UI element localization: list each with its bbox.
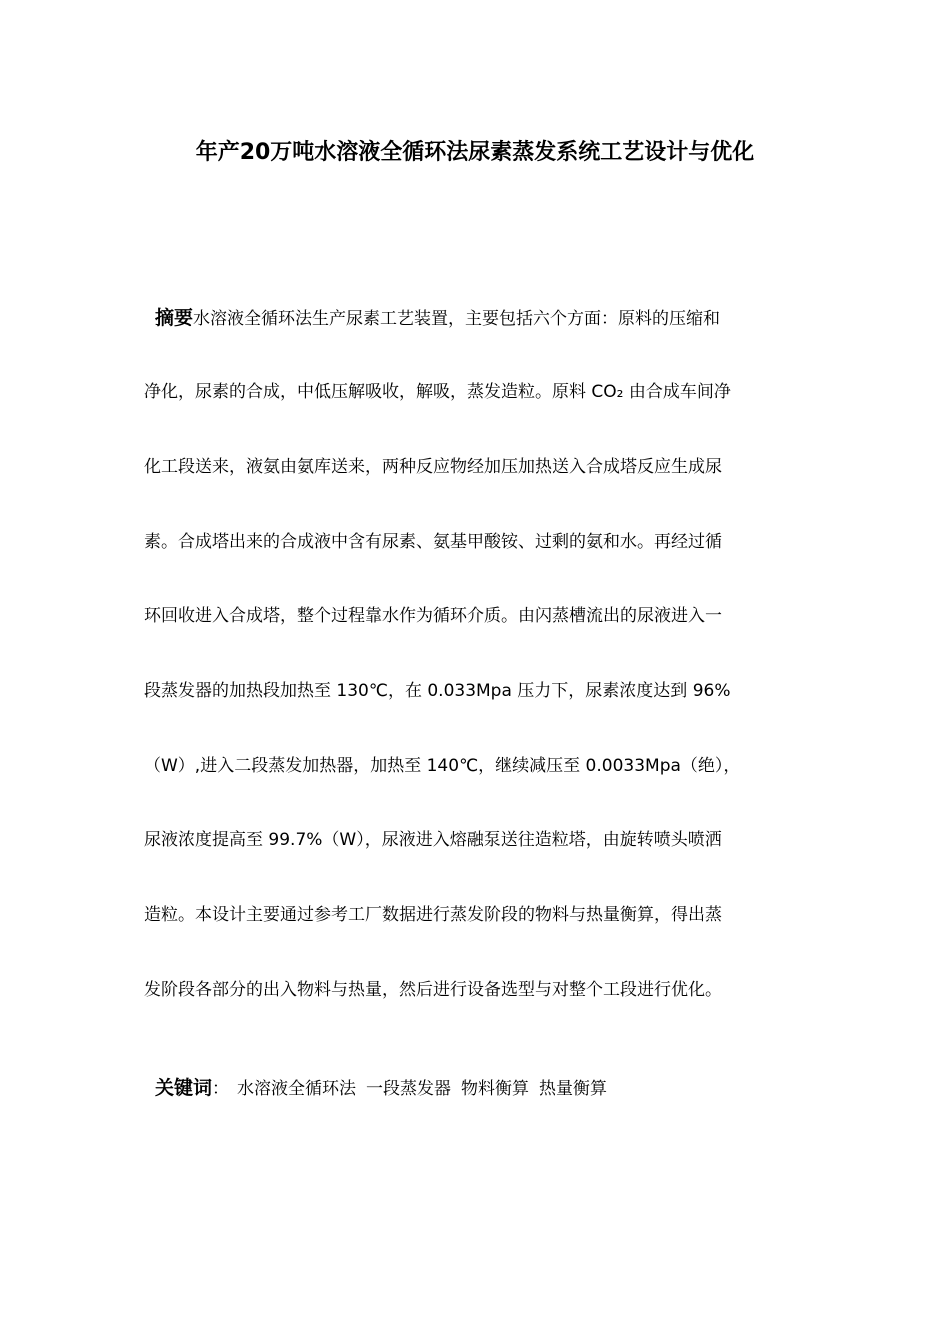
abstract-line-4: 素。合成塔出来的合成液中含有尿素、氨基甲酸铵、过剩的氨和水。再经过循	[144, 532, 722, 552]
abstract-line-10: 发阶段各部分的出入物料与热量，然后进行设备选型与对整个工段进行优化。	[144, 980, 722, 1000]
keyword-item: 热量衡算	[539, 1079, 608, 1099]
abstract-line-9: 造粒。本设计主要通过参考工厂数据进行蒸发阶段的物料与热量衡算，得出蒸	[144, 905, 722, 925]
keywords-label: 关键词	[155, 1077, 213, 1099]
keyword-item: 一段蒸发器	[366, 1079, 452, 1099]
abstract-line-8: 尿液浓度提高至 99.7%（W），尿液进入熔融泵送往造粒塔，由旋转喷头喷洒	[144, 830, 722, 850]
abstract-text: 水溶液全循环法生产尿素工艺装置，主要包括六个方面：原料的压缩和	[193, 309, 721, 329]
keywords-line	[155, 1076, 617, 1101]
abstract-line-2: 净化，尿素的合成，中低压解吸收，解吸，蒸发造粒。原料 CO₂ 由合成车间净	[144, 382, 731, 402]
abstract-line-7: （W）,进入二段蒸发加热器，加热至 140℃，继续减压至 0.0033Mpa（绝），	[144, 756, 741, 776]
abstract-line-6: 段蒸发器的加热段加热至 130℃，在 0.033Mpa 压力下，尿素浓度达到 96%	[144, 681, 731, 701]
keyword-item: 物料衡算	[461, 1079, 530, 1099]
abstract-label: 摘要	[155, 307, 194, 329]
document-title: 年产20万吨水溶液全循环法尿素蒸发系统工艺设计与优化	[195, 140, 755, 165]
abstract-line-3: 化工段送来，液氨由氨库送来，两种反应物经加压加热送入合成塔反应生成尿	[144, 457, 722, 477]
keywords-separator: ：	[212, 1079, 230, 1099]
keyword-item: 水溶液全循环法	[237, 1079, 357, 1099]
abstract-line-5: 环回收进入合成塔，整个过程靠水作为循环介质。由闪蒸槽流出的尿液进入一	[144, 606, 722, 626]
abstract-line-1	[155, 306, 720, 331]
